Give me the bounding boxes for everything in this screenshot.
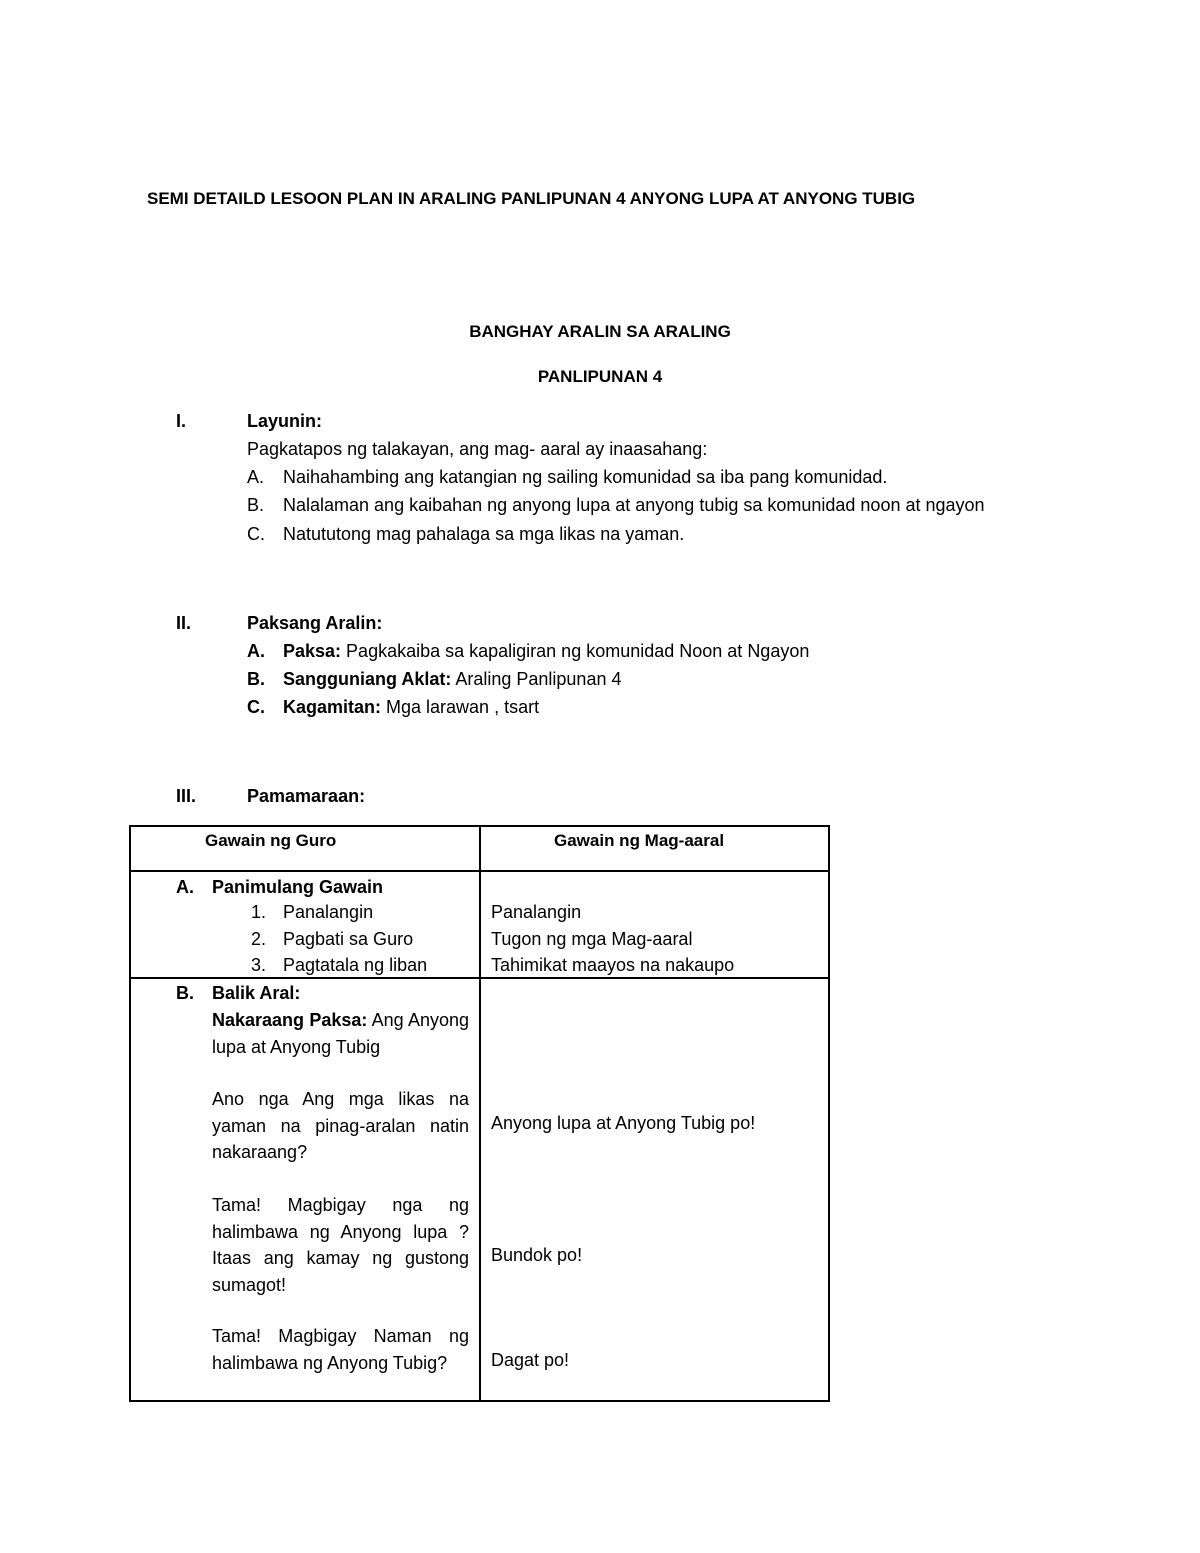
table-header-divider [129,870,830,872]
teacher-question-1: Ano nga Ang mga likas na yaman na pinag-aralan natin nakaraang? [212,1089,469,1162]
heading-line-2: PANLIPUNAN 4 [537,367,663,386]
section-1-intro: Pagkatapos ng talakayan, ang mag- aaral ay inaasahang: [247,439,708,459]
step-2-mag-aaral: Tugon ng mga Mag-aaral [491,929,693,949]
step-1-mag-aaral: Panalangin [491,902,582,922]
subject-a-letter: A. [247,641,265,661]
subject-c-line [283,697,539,718]
student-answer-3: Dagat po! [491,1350,570,1370]
part-a-letter: A. [176,877,194,897]
subject-c-letter: C. [247,697,265,717]
part-b-letter: B. [176,983,194,1003]
subject-b-text: Araling Panlipunan 4 [451,669,622,689]
subject-b-letter: B. [247,669,265,689]
section-1-title: Layunin: [247,411,322,431]
previous-topic-label: Nakaraang Paksa: [212,1010,368,1030]
objective-a-letter: A. [247,467,265,487]
step-1-number: 1. [251,902,267,922]
step-3-number: 3. [251,955,267,975]
document-title: SEMI DETAILD LESOON PLAN IN ARALING PANLIPUNAN 4 ANYONG LUPA AT ANYONG TUBIG [147,189,916,208]
step-3-guro: Pagtatala ng liban [283,955,428,975]
section-1-numeral: I. [176,411,187,431]
previous-topic-text: Ang Anyong lupa at Anyong Tubig [212,1010,470,1057]
step-2-number: 2. [251,929,267,949]
heading-line-1: BANGHAY ARALIN SA ARALING [469,322,731,341]
table-column-divider [479,825,481,1402]
objective-b-text: Nalalaman ang kaibahan ng anyong lupa at anyong tubig sa komunidad noon at ngayon [283,495,985,515]
table-row-divider [129,977,830,979]
student-answer-2: Bundok po! [491,1245,583,1265]
subject-a-text: Pagkakaiba sa kapaligiran ng komunidad Noon at Ngayon [341,641,810,661]
step-1-guro: Panalangin [283,902,374,922]
part-a-title: Panimulang Gawain [212,877,384,897]
subject-a-label: Paksa: [283,641,342,661]
subject-b-line [283,669,621,690]
section-3-numeral: III. [176,786,197,806]
section-3-title: Pamamaraan: [247,786,366,806]
table-header-mag-aaral: Gawain ng Mag-aaral [554,831,725,850]
teacher-question-3: Tama! Magbigay Naman ng halimbawa ng Anyong Tubig? [212,1326,469,1373]
objective-a-text: Naihahambing ang katangian ng sailing komunidad sa iba pang komunidad. [283,467,888,487]
objective-c-text: Natututong mag pahalaga sa mga likas na yaman. [283,524,685,544]
subject-c-text: Mga larawan , tsart [381,697,540,717]
student-answer-1: Anyong lupa at Anyong Tubig po! [491,1113,756,1133]
table-header-guro: Gawain ng Guro [205,831,337,850]
objective-b-letter: B. [247,495,265,515]
subject-b-label: Sangguniang Aklat: [283,669,452,689]
step-2-guro: Pagbati sa Guro [283,929,414,949]
part-b-title: Balik Aral: [212,983,301,1003]
step-3-mag-aaral: Tahimikat maayos na nakaupo [491,955,735,975]
subject-a-line [283,641,809,662]
teacher-question-2: Tama! Magbigay nga ng halimbawa ng Anyong lupa ? Itaas ang kamay ng gustong sumagot! [212,1195,469,1295]
previous-topic-paragraph [212,1007,469,1060]
objective-c-letter: C. [247,524,265,544]
section-2-title: Paksang Aralin: [247,613,383,633]
subject-c-label: Kagamitan: [283,697,382,717]
section-2-numeral: II. [176,613,192,633]
